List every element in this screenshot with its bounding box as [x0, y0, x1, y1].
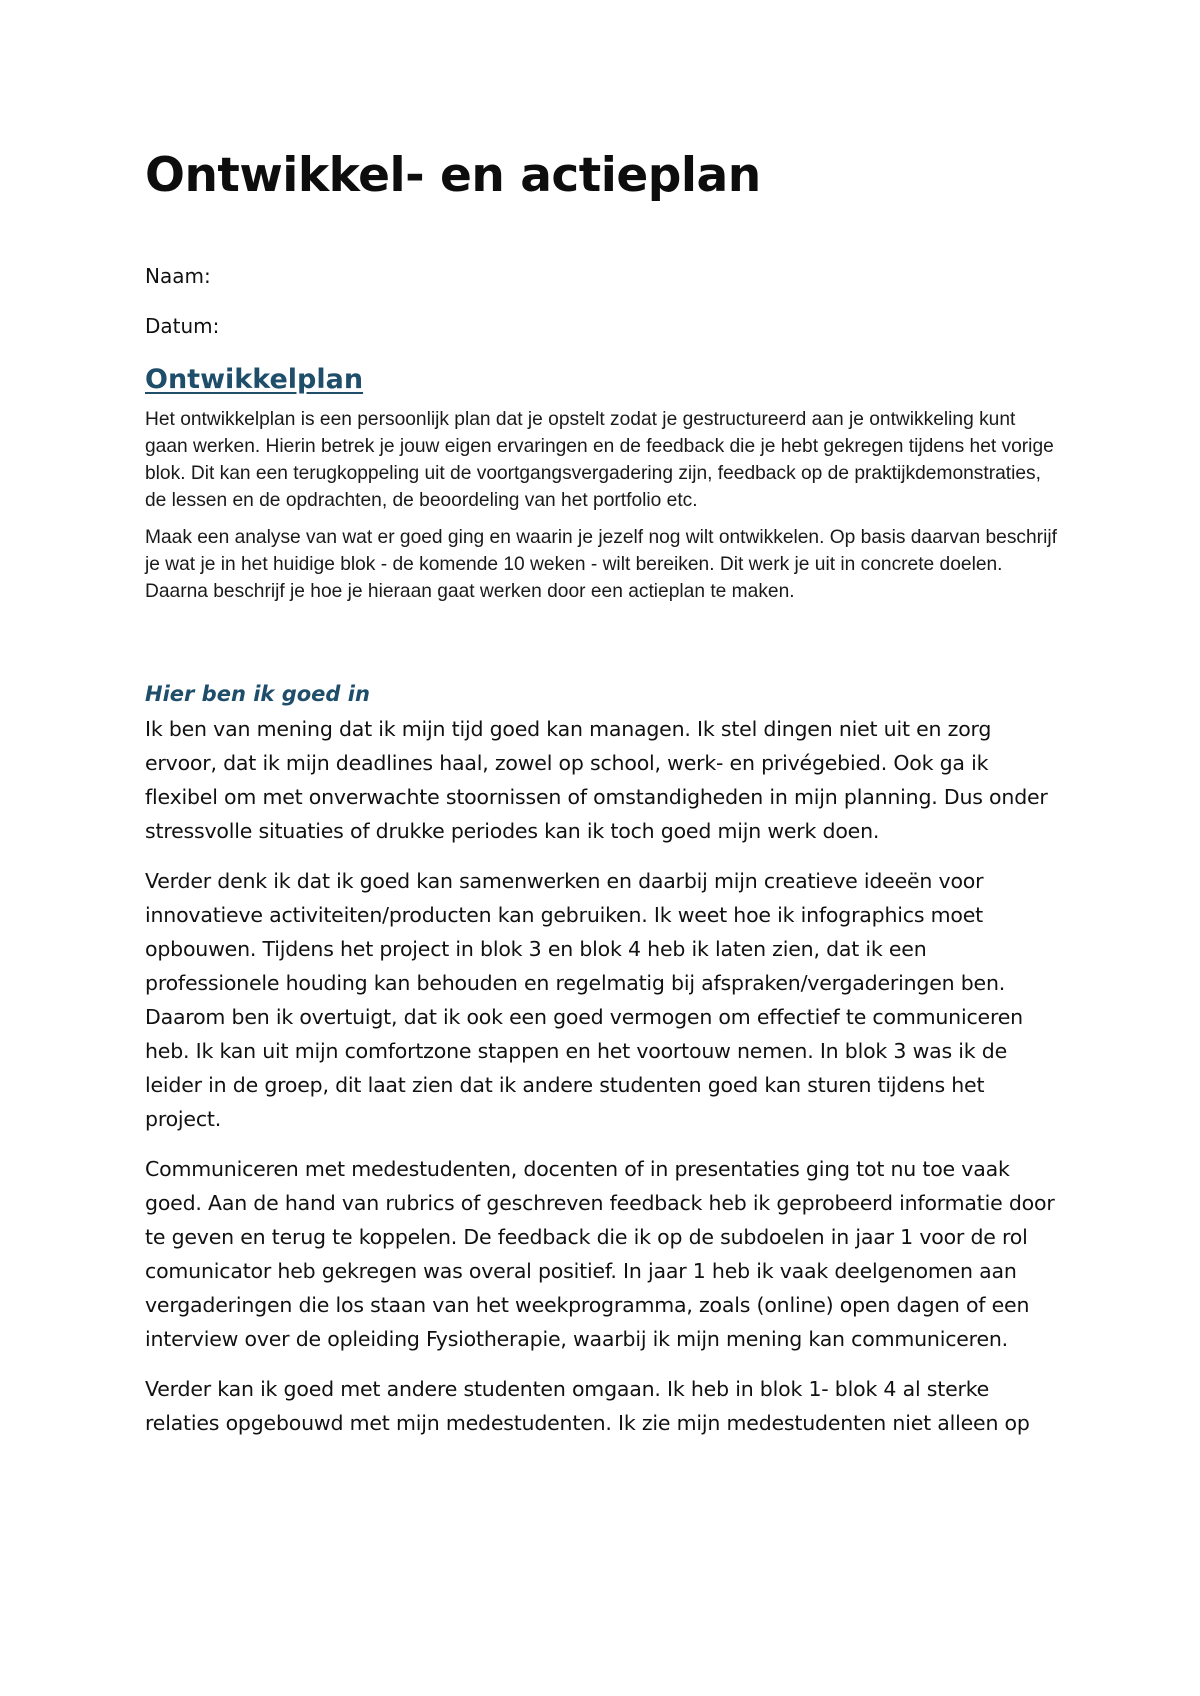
body-paragraph: Verder denk ik dat ik goed kan samenwerken en daarbij mijn creatieve ideeën voor innovatieve activiteiten/producten kan gebruiken. Ik weet hoe ik infographics moet opbouwen. Tijdens het project in blok 3 en blok 4 heb ik laten zien, dat ik een professionele houding kan behouden en regelmatig bij afspraken/vergaderingen ben. Daarom ben ik overtuigt, dat ik ook een goed vermogen om effectief te communiceren heb. Ik kan uit mijn comfortzone stappen en het voortouw nemen. In blok 3 was ik de leider in de groep, dit laat zien dat ik andere studenten goed kan sturen tijdens het project.	[145, 869, 1023, 1132]
name-label: Naam:	[145, 263, 211, 288]
document-page	[145, 150, 1060, 1456]
body-paragraph: Ik ben van mening dat ik mijn tijd goed kan managen. Ik stel dingen niet uit en zorg ervoor, dat ik mijn deadlines haal, zowel op school, werk- en privégebied. Ook ga ik flexibel om met onverwachte stoornissen of omstandigheden in mijn planning. Dus onder stressvolle situaties of drukke periodes kan ik toch goed mijn werk doen.	[145, 717, 1048, 844]
intro-paragraph: Maak een analyse van wat er goed ging en waarin je jezelf nog wilt ontwikkelen. Op basis daarvan beschrijf je wat je in het huidige blok - de komende 10 weken - wilt bereiken. Dit werk je uit in concrete doelen. Daarna beschrijf je hoe je hieraan gaat werken door een actieplan te maken.	[145, 527, 1057, 603]
body-paragraph: Verder kan ik goed met andere studenten omgaan. Ik heb in blok 1- blok 4 al sterke relaties opgebouwd met mijn medestudenten. Ik zie mijn medestudenten niet alleen op	[145, 1377, 1030, 1436]
body-paragraph: Communiceren met medestudenten, docenten of in presentaties ging tot nu toe vaak goed. Aan de hand van rubrics of geschreven feedback heb ik geprobeerd informatie door te geven en terug te koppelen. De feedback die ik op de subdoelen in jaar 1 voor de rol comunicator heb gekregen was overal positief. In jaar 1 heb ik vaak deelgenomen aan vergaderingen die los staan van het weekprogramma, zoals (online) open dagen of een interview over de opleiding Fysiotherapie, waarbij ik mijn mening kan communiceren.	[145, 1157, 1055, 1352]
section-heading-ontwikkelplan: Ontwikkelplan	[145, 363, 364, 395]
intro-paragraph: Het ontwikkelplan is een persoonlijk plan dat je opstelt zodat je gestructureerd aan je ontwikkeling kunt gaan werken. Hierin betrek je jouw eigen ervaringen en de feedback die je hebt gekregen tijdens het vorige blok. Dit kan een terugkoppeling uit de voortgangsvergadering zijn, feedback op de praktijkdemonstraties, de lessen en de opdrachten, de beoordeling van het portfolio etc.	[145, 409, 1054, 512]
document-title: Ontwikkel- en actieplan	[145, 148, 761, 203]
date-label: Datum:	[145, 313, 220, 338]
subheading-strengths: Hier ben ik goed in	[145, 682, 370, 707]
